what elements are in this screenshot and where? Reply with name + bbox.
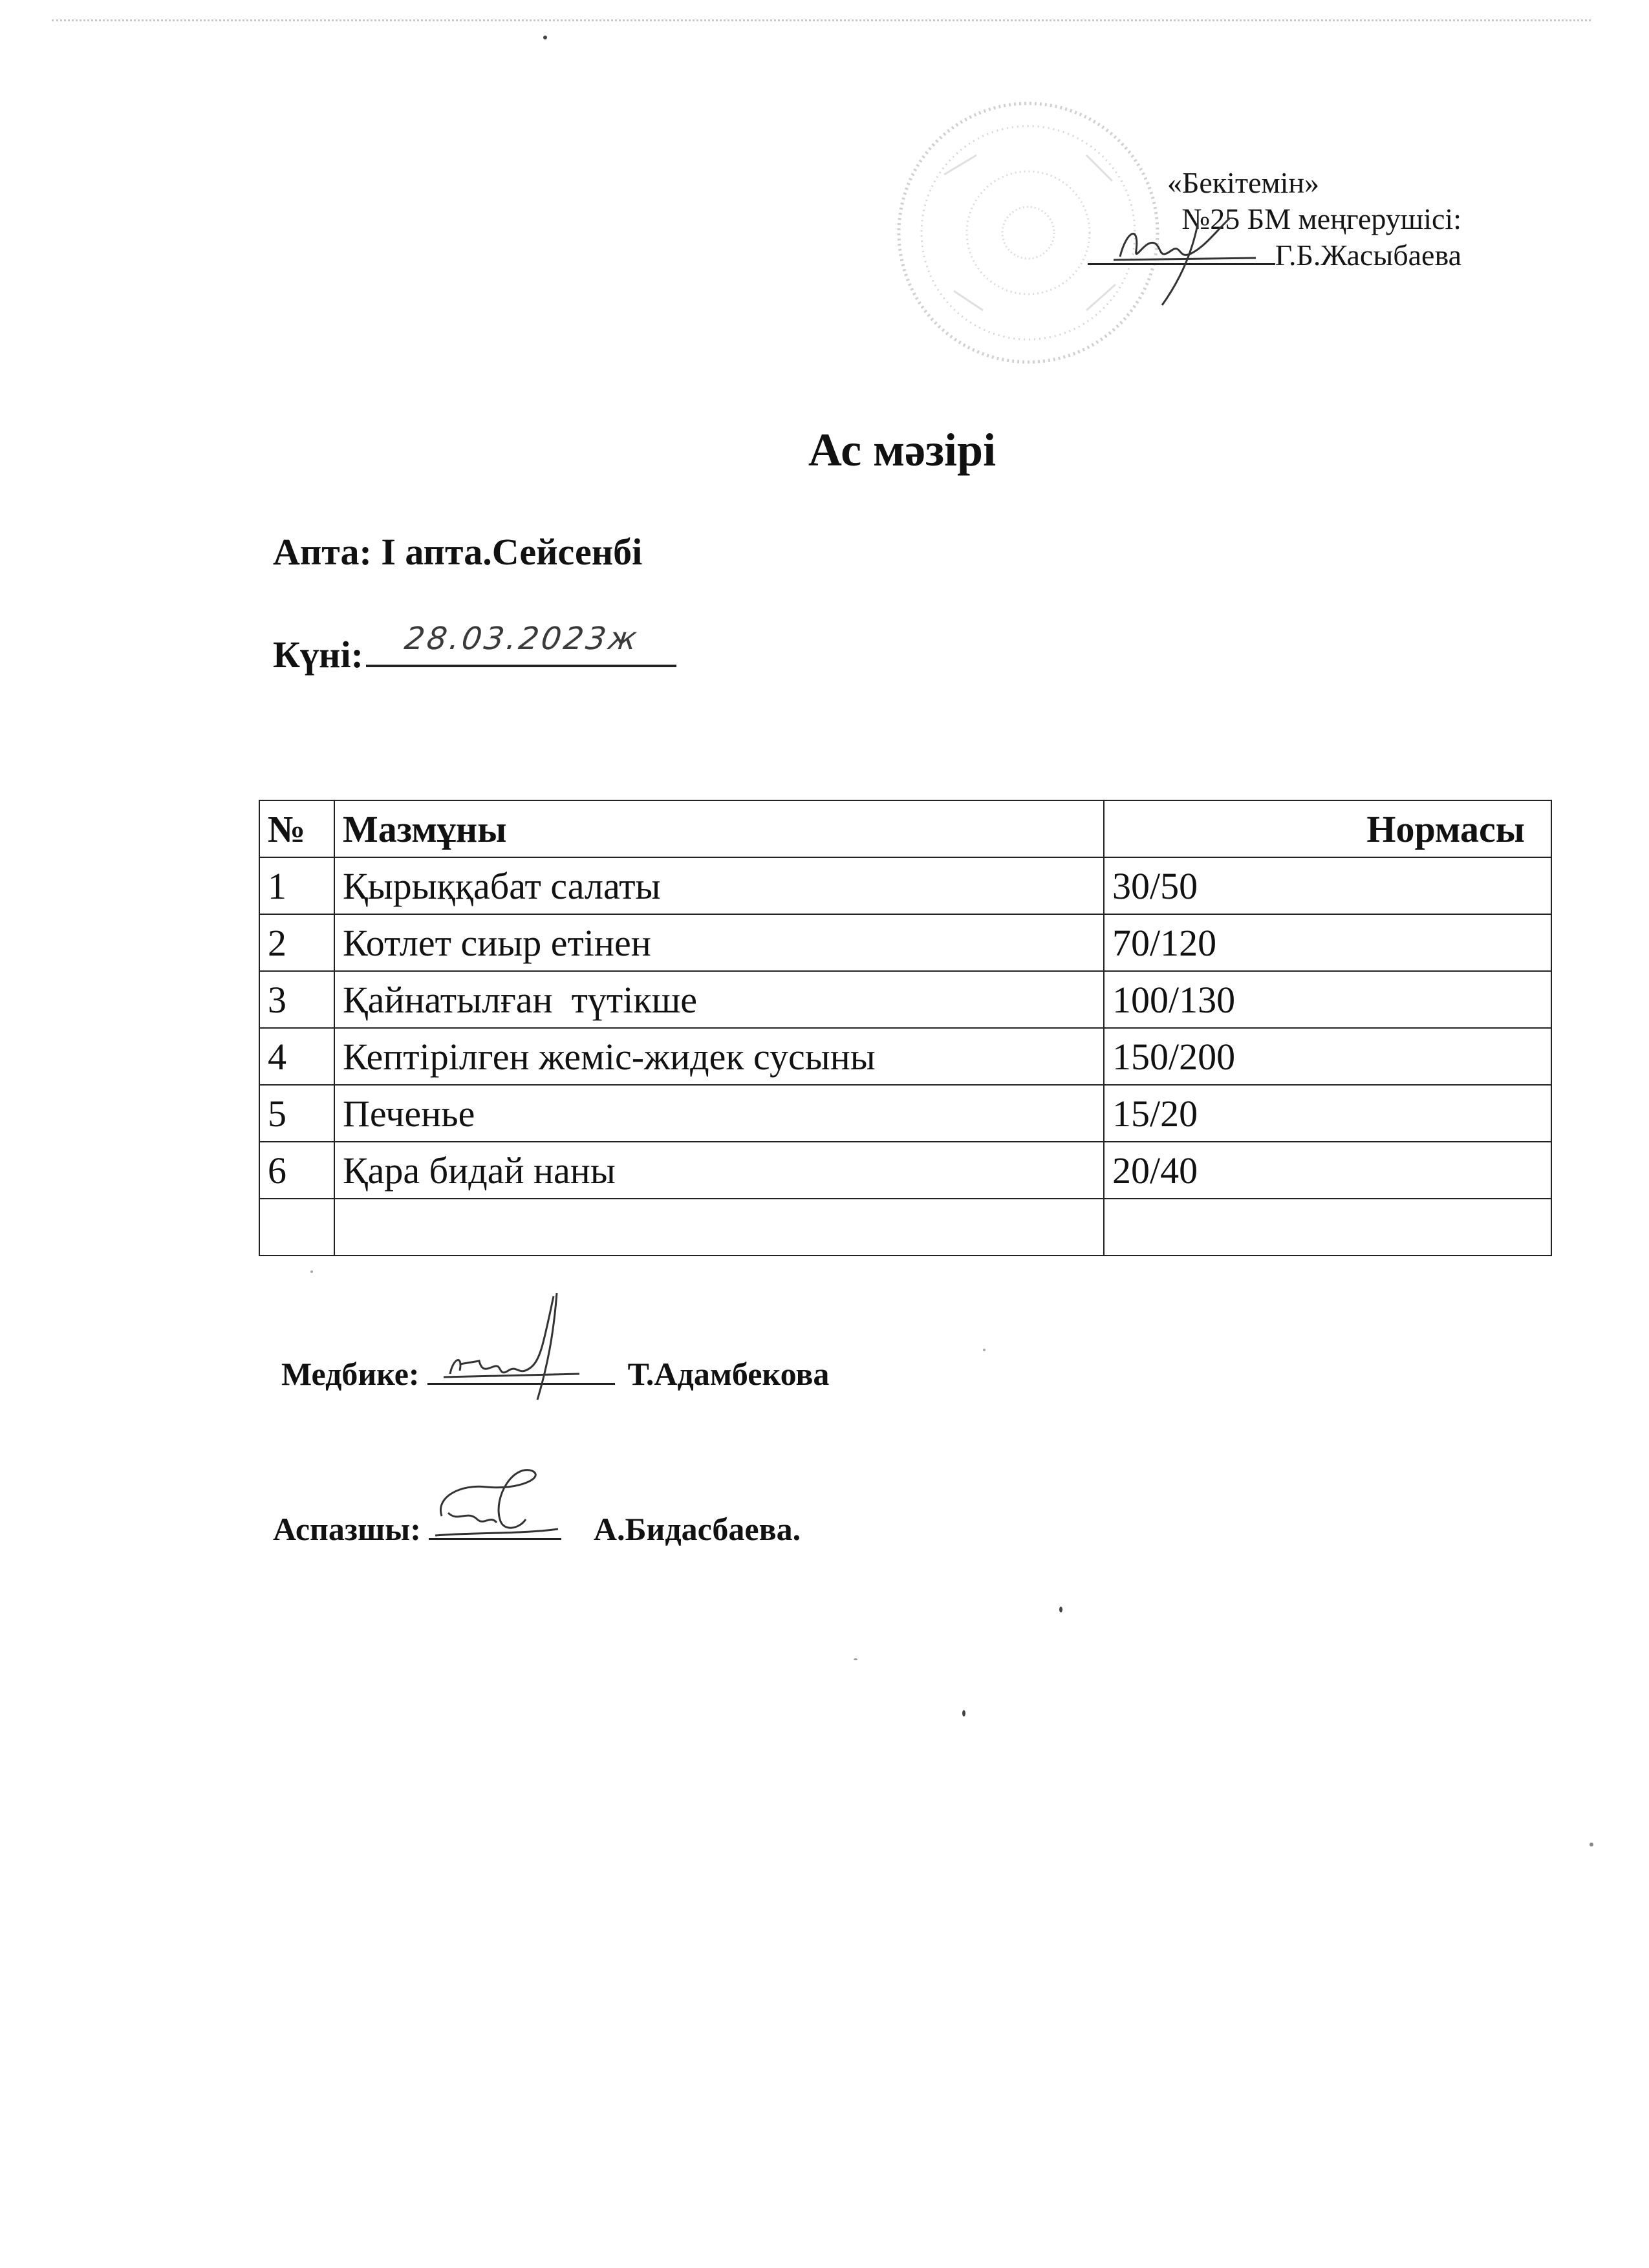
nurse-name: Т.Адамбекова xyxy=(627,1356,830,1392)
row-number: 5 xyxy=(259,1085,334,1142)
row-content xyxy=(334,1199,1104,1256)
row-norm: 70/120 xyxy=(1104,914,1551,971)
scan-speck xyxy=(983,1349,986,1351)
approval-block xyxy=(1009,165,1461,273)
cook-signature-row xyxy=(273,1510,801,1548)
row-norm: 30/50 xyxy=(1104,857,1551,914)
row-content: Қара бидай наны xyxy=(334,1142,1104,1199)
row-content: Қырыққабат салаты xyxy=(334,857,1104,914)
row-norm: 15/20 xyxy=(1104,1085,1551,1142)
cook-name: А.Бидасбаева. xyxy=(593,1511,801,1547)
row-norm xyxy=(1104,1199,1551,1256)
table-row xyxy=(259,914,1551,971)
table-row xyxy=(259,1028,1551,1085)
cook-label: Аспазшы: xyxy=(273,1511,421,1547)
row-content: Қайнатылған түтікше xyxy=(334,971,1104,1028)
director-name: Г.Б.Жасыбаева xyxy=(1275,239,1461,272)
nurse-signature-row xyxy=(281,1354,829,1393)
approval-position: №25 БМ меңгерушісі: xyxy=(1181,202,1461,235)
menu-table xyxy=(259,800,1552,1256)
scan-speck xyxy=(1059,1607,1062,1612)
nurse-signature xyxy=(434,1283,589,1406)
table-row xyxy=(259,1142,1551,1199)
row-norm: 20/40 xyxy=(1104,1142,1551,1199)
row-number: 6 xyxy=(259,1142,334,1199)
row-number: 2 xyxy=(259,914,334,971)
row-number: 3 xyxy=(259,971,334,1028)
cook-signature xyxy=(422,1458,571,1548)
scan-speck xyxy=(962,1710,965,1717)
header-norm: Нормасы xyxy=(1104,800,1551,857)
row-content: Печенье xyxy=(334,1085,1104,1142)
approval-title: «Бекітемін» xyxy=(1167,166,1319,199)
date-label: Күні: xyxy=(273,634,363,676)
date-row xyxy=(273,621,676,676)
header-content: Мазмұны xyxy=(334,800,1104,857)
row-content: Котлет сиыр етінен xyxy=(334,914,1104,971)
table-header-row xyxy=(259,800,1551,857)
row-norm: 150/200 xyxy=(1104,1028,1551,1085)
scan-speck xyxy=(543,36,547,39)
director-signature xyxy=(1101,198,1269,308)
row-norm: 100/130 xyxy=(1104,971,1551,1028)
table-row xyxy=(259,1085,1551,1142)
header-number: № xyxy=(259,800,334,857)
scan-speck xyxy=(1590,1843,1593,1846)
scan-speck xyxy=(310,1270,313,1273)
table-row xyxy=(259,857,1551,914)
document-title: Ас мәзірі xyxy=(808,424,997,476)
row-number xyxy=(259,1199,334,1256)
row-number: 1 xyxy=(259,857,334,914)
scan-edge-line xyxy=(52,19,1591,21)
nurse-label: Медбике: xyxy=(281,1356,420,1392)
scan-speck xyxy=(854,1658,857,1660)
row-number: 4 xyxy=(259,1028,334,1085)
row-content: Кептірілген жеміс-жидек сусыны xyxy=(334,1028,1104,1085)
handwritten-date: 28.03.2023ж xyxy=(402,621,641,657)
table-row xyxy=(259,971,1551,1028)
table-row-empty xyxy=(259,1199,1551,1256)
cook-signature-line xyxy=(429,1510,561,1540)
nurse-signature-line xyxy=(427,1354,615,1385)
week-label: Апта: І апта.Сейсенбі xyxy=(273,531,643,573)
director-signature-line xyxy=(1088,237,1275,265)
date-field xyxy=(366,621,676,667)
